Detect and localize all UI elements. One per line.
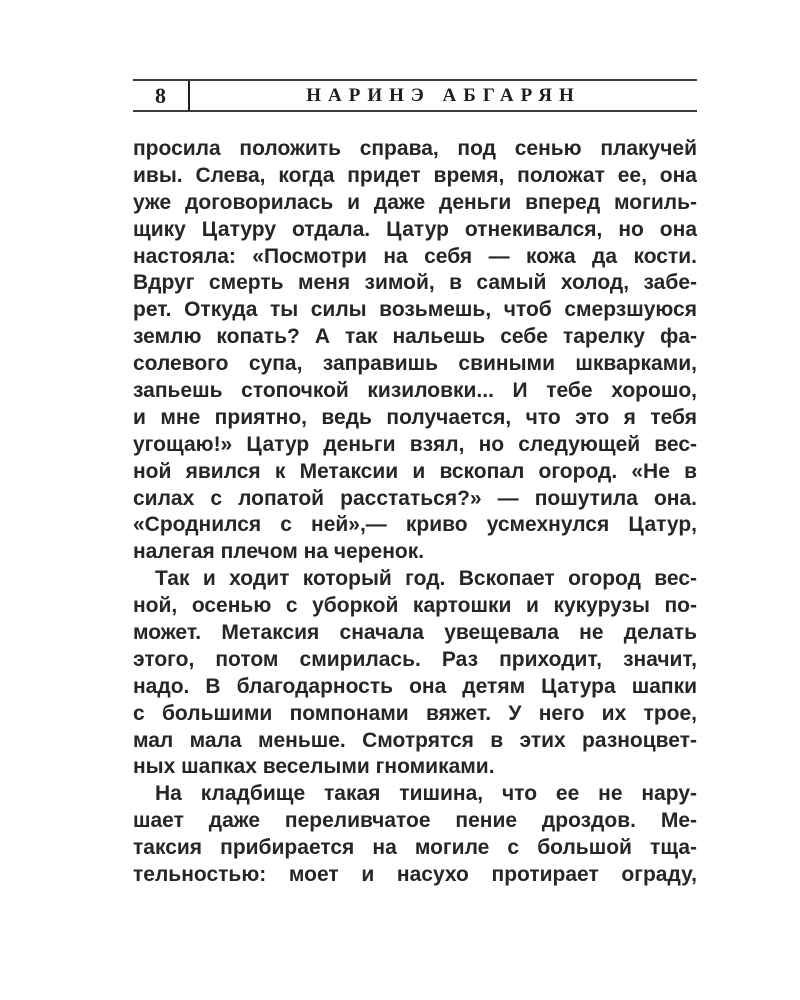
text-line: «Сроднился с ней»,— криво усмехнулся Цатур, <box>133 513 697 537</box>
text-line: щику Цатуру отдала. Цатур отнекивался, но она <box>133 217 697 241</box>
text-line: уже договорилась и даже деньги вперед могиль- <box>133 190 697 214</box>
text-line: шает даже переливчатое пение дроздов. Ме- <box>133 809 697 833</box>
text-line: Вдруг смерть меня зимой, в самый холод, забе- <box>133 271 697 295</box>
running-head-title: НАРИНЭ АБГАРЯН <box>306 84 581 106</box>
text-line: с большими помпонами вяжет. У него их трое, <box>133 701 697 725</box>
text-line: землю копать? А так нальешь себе тарелку фа- <box>133 325 697 349</box>
text-line: силах с лопатой расстаться?» — пошутила она. <box>133 486 697 510</box>
text-line: надо. В благодарность она детям Цатура шапки <box>133 674 697 698</box>
text-line: налегая плечом на черенок. <box>133 540 425 564</box>
text-line: запьешь стопочкой кизиловки... И тебе хорошо, <box>133 379 697 403</box>
text-line: тельностью: моет и насухо протирает ограду, <box>133 863 697 887</box>
text-line: Так и ходит который год. Вскопает огород вес- <box>155 567 697 591</box>
text-line: ной явился к Метаксии и вскопал огород. «Не в <box>133 459 697 483</box>
text-line: солевого супа, заправишь свиными шкварками, <box>133 352 697 376</box>
running-header <box>133 79 697 112</box>
text-line: рет. Откуда ты силы возьмешь, чтоб смерзшуюся <box>133 298 697 322</box>
text-line: просила положить справа, под сенью плакучей <box>133 137 697 160</box>
text-line: может. Метаксия сначала увещевала не делать <box>133 621 697 645</box>
text-line: ивы. Слева, когда придет время, положат ее, она <box>133 163 697 187</box>
text-line: ных шапках веселыми гномиками. <box>133 755 495 779</box>
text-line: таксия прибирается на могиле с большой тща- <box>133 836 697 860</box>
text-line: настояла: «Посмотри на себя — кожа да кости. <box>133 244 697 268</box>
page-text <box>133 136 697 889</box>
text-line: На кладбище такая тишина, что ее не нару- <box>155 782 697 806</box>
text-line: угощаю!» Цатур деньги взял, но следующей вес- <box>133 432 697 456</box>
text-line: этого, потом смирилась. Раз приходит, значит, <box>133 647 697 671</box>
text-line: мал мала меньше. Смотрятся в этих разноцвет- <box>133 728 697 752</box>
text-line: ной, осенью с уборкой картошки и кукурузы по- <box>133 594 697 618</box>
page-number: 8 <box>155 82 166 108</box>
text-line: и мне приятно, ведь получается, что это я тебя <box>133 405 697 429</box>
